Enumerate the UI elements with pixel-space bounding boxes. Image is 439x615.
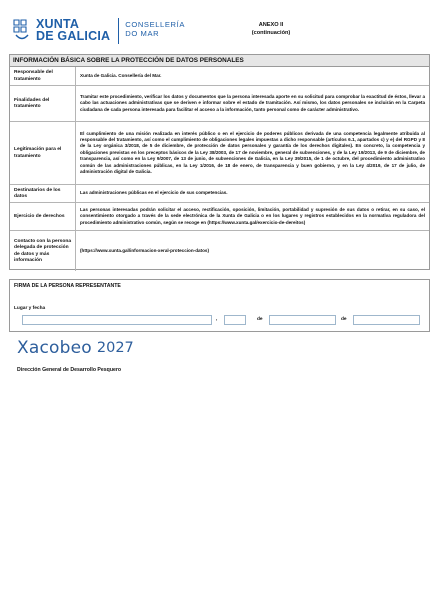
month-input[interactable] — [269, 315, 336, 325]
annex-heading — [226, 21, 316, 37]
row-value — [76, 185, 429, 202]
table-row — [10, 231, 429, 271]
annex-subtitle: (continuación) — [251, 30, 291, 36]
department-line-2: DO MAR — [125, 28, 160, 38]
row-value — [76, 67, 429, 85]
row-label: Contacto con la persona delegada de protección de datos y más información — [10, 231, 76, 271]
row-value-text: (https://www.xunta.gal/informacion-xeral-proteccion-datos) — [80, 247, 209, 253]
row-value-text: El cumplimiento de una misión realizada en interés público o en el ejercicio de poderes públicos derivada de una competencia legalmente atribuida al responsable del tratamiento, así como el cumplimiento de obligaciones legales impuestas a dicho responsable (artículos 6.1, apartados c) y e) del RGPD y 8 de la Ley orgánica 3/2018, de 5 de diciembre, de protección de datos personales y garantía de los derechos digitales). En concreto, la competencia y obligaciones previstas en los preceptos básicos de la Ley 38/2003, de 17 de noviembre, general de subvenciones, y de la Ley 19/2013, de 9 de diciembre, de transparencia, así como en la Ley 9/2007, de 13 de junio, de subvenciones de Galicia, en la Ley 39/2015, de 1 de octubre, del procedimiento administrativo común de las administraciones públicas, en la Ley 1/2016, de 18 de enero, de transparencia y buen gobierno, y en la Ley 4/2019, de 17 de julio, de administración digital de Galicia. — [80, 130, 425, 175]
row-label: Responsable del tratamiento — [10, 67, 76, 85]
comma-separator: , — [216, 317, 218, 322]
row-label: Legitimación para el tratamiento — [10, 122, 76, 184]
row-value-text: Las administraciones públicas en el ejercicio de sus competencias. — [80, 190, 228, 196]
table-row — [10, 203, 429, 231]
xacobeo-year: 2027 — [96, 340, 134, 356]
logo-line-1: XUNTA — [36, 17, 80, 31]
table-row — [10, 67, 429, 86]
xacobeo-word: Xacobeo — [17, 338, 92, 358]
row-value-text: Tramitar este procedimiento, verificar los datos y documentos que la persona interesada aporte en su solicitud para comprobar la exactitud de éstos, llevar a cabo las actuaciones administrativas que se deriven e informar sobre el estado de tramitación. Así mismo, los datos personales se incluirán en la Carpeta ciudadana de cada persona interesada para facilitar el acceso a la información, tanto personal como de carácter administrativo. — [80, 93, 425, 112]
row-label: Ejercicio de derechos — [10, 203, 76, 230]
row-value — [76, 122, 429, 184]
footer-department: Dirección General de Desarrollo Pesquero — [17, 367, 122, 373]
day-input[interactable] — [224, 315, 246, 325]
row-value-text: Xunta de Galicia. Consellería del Mar. — [80, 72, 162, 78]
row-value — [76, 86, 429, 121]
department-line-1: CONSELLERÍA — [125, 20, 186, 29]
table-row — [10, 122, 429, 185]
place-date-label: Lugar y fecha — [14, 306, 46, 311]
xacobeo-logo — [17, 338, 134, 358]
table-title: INFORMACIÓN BÁSICA SOBRE LA PROTECCIÓN DE DATOS PERSONALES — [10, 55, 429, 67]
row-value — [76, 203, 429, 230]
logo-divider — [118, 18, 119, 44]
department-name — [125, 18, 185, 38]
signature-title: FIRMA DE LA PERSONA REPRESENTANTE — [14, 283, 121, 289]
year-input[interactable] — [353, 315, 420, 325]
xunta-emblem-icon — [12, 18, 32, 44]
de-separator-1: de — [257, 317, 263, 322]
annex-title: ANEXO II — [258, 22, 284, 28]
table-row — [10, 86, 429, 122]
logo-line-2: DE GALICIA — [36, 29, 111, 43]
xunta-logo — [12, 18, 185, 48]
row-label: Finalidades del tratamiento — [10, 86, 76, 121]
row-value — [76, 231, 429, 271]
data-protection-table — [9, 54, 430, 270]
table-row — [10, 185, 429, 203]
place-input[interactable] — [22, 315, 212, 325]
row-value-text: Las personas interesadas podrán solicitar el acceso, rectificación, oposición, limitación, portabilidad y supresión de sus datos o retirar, en su caso, el consentimiento otorgado a través de la sede electrónica de la Xunta de Galicia o en los lugares y registros establecidos en la normativa reguladora del procedimiento administrativo común, según se recoge en (https://www.xunta.gal/exercicio-de-dereitos) — [80, 206, 425, 225]
row-label: Destinatarios de los datos — [10, 185, 76, 202]
de-separator-2: de — [341, 317, 347, 322]
xunta-logo-text — [36, 18, 110, 42]
